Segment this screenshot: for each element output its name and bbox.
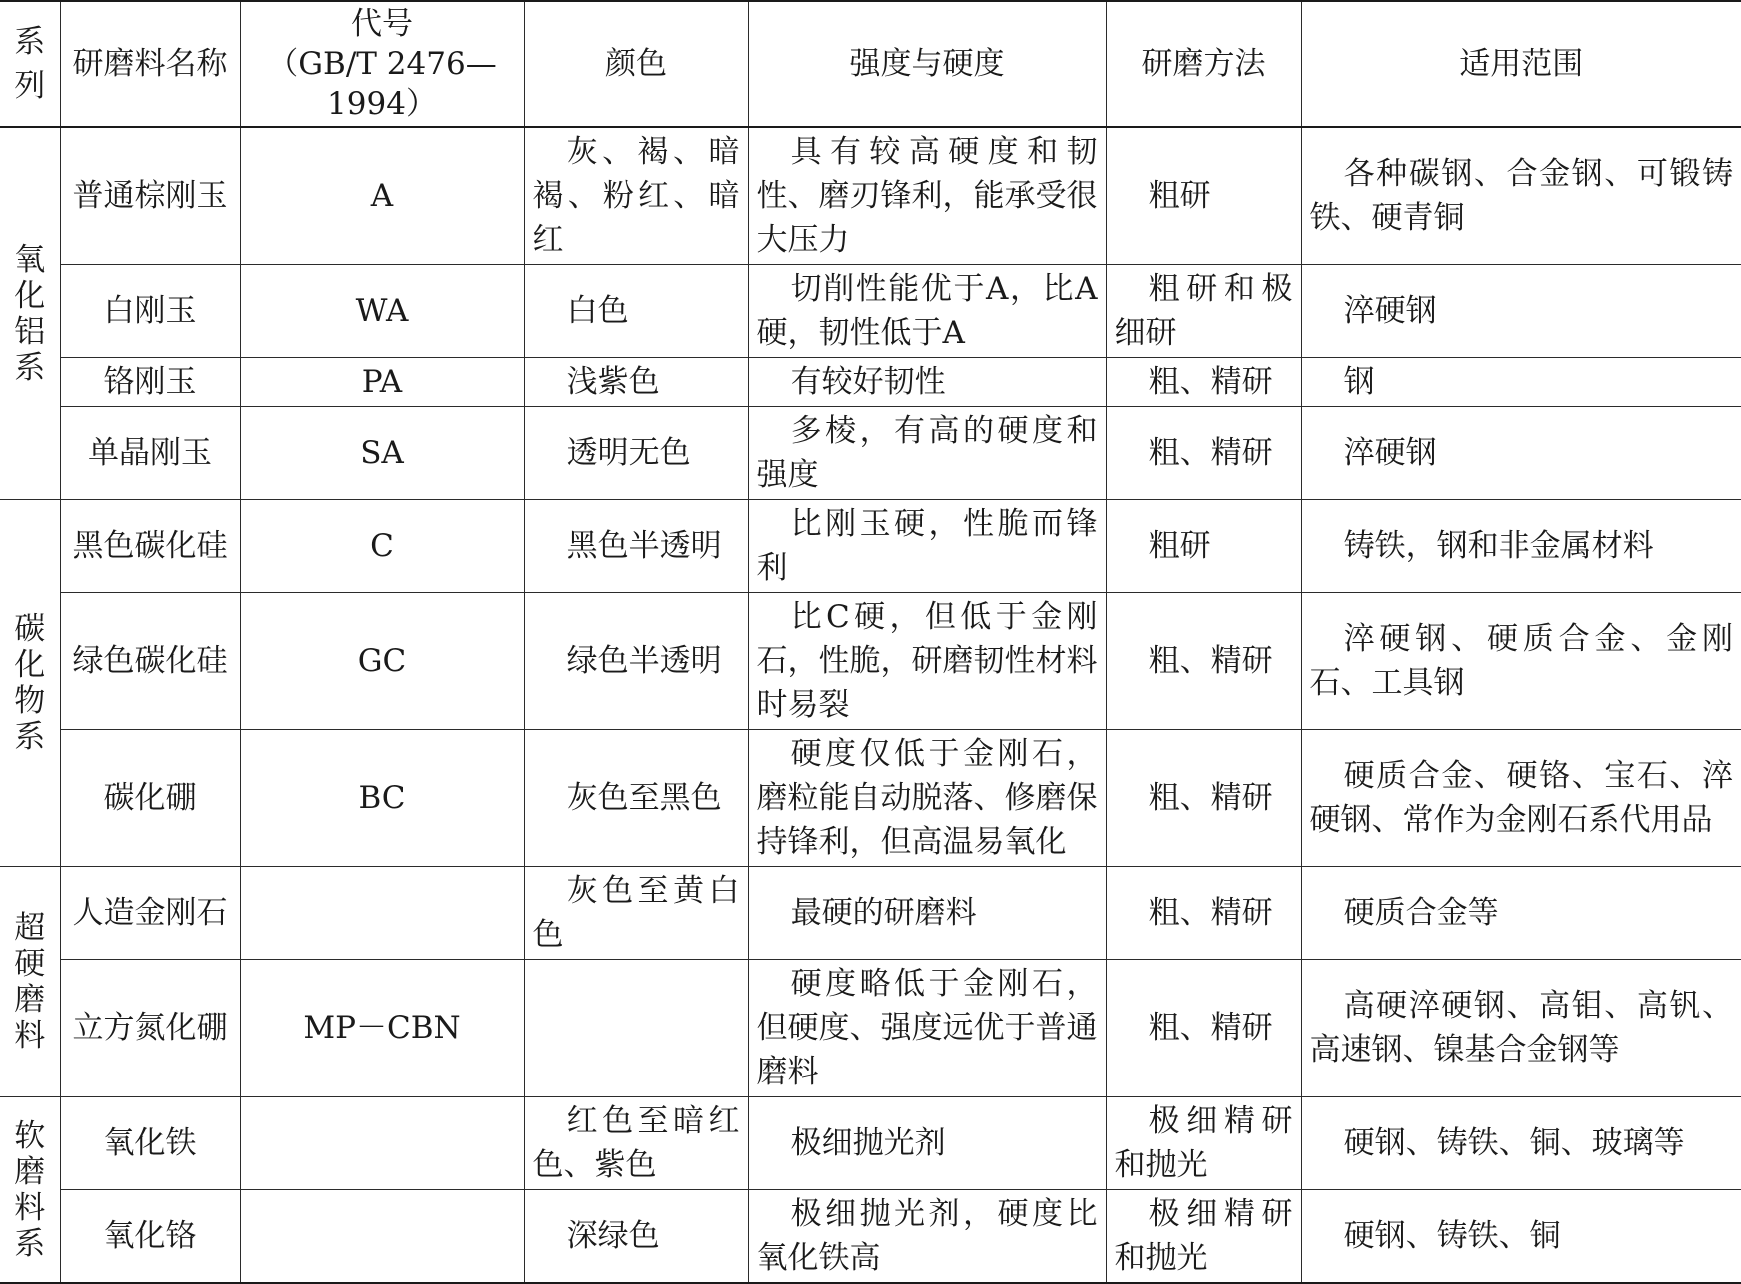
header-method: 研磨方法: [1106, 1, 1301, 127]
abrasive-name: 单晶刚玉: [60, 407, 240, 500]
abrasive-method: 粗、精研: [1106, 960, 1301, 1097]
abrasive-name: 碳化硼: [60, 730, 240, 867]
abrasive-code: [240, 1097, 524, 1190]
abrasive-color: 浅紫色: [524, 358, 748, 407]
table-row: [0, 730, 1741, 867]
table-row: [0, 500, 1741, 593]
abrasive-name: 氧化铬: [60, 1190, 240, 1284]
abrasive-color: 红色至暗红色、紫色: [524, 1097, 748, 1190]
abrasive-name: 绿色碳化硅: [60, 593, 240, 730]
series-cell: 软磨料系: [0, 1097, 60, 1284]
table-header-row: [0, 1, 1741, 127]
header-usage: 适用范围: [1301, 1, 1741, 127]
abrasive-code: A: [240, 127, 524, 265]
abrasive-property: 最硬的研磨料: [748, 867, 1106, 960]
table-row: [0, 265, 1741, 358]
abrasive-method: 粗、精研: [1106, 358, 1301, 407]
abrasive-property: 具有较高硬度和韧性、磨刃锋利，能承受很大压力: [748, 127, 1106, 265]
abrasive-code: GC: [240, 593, 524, 730]
abrasive-usage: 硬钢、铸铁、铜: [1301, 1190, 1741, 1284]
abrasive-code: PA: [240, 358, 524, 407]
abrasive-method: 粗、精研: [1106, 407, 1301, 500]
header-series: 系列: [0, 1, 60, 127]
abrasive-code: WA: [240, 265, 524, 358]
abrasive-method: 粗、精研: [1106, 593, 1301, 730]
header-code: [240, 1, 524, 127]
abrasive-usage: 淬硬钢: [1301, 265, 1741, 358]
abrasive-method: 粗、精研: [1106, 867, 1301, 960]
abrasive-name: 人造金刚石: [60, 867, 240, 960]
abrasive-code: SA: [240, 407, 524, 500]
abrasive-property: 极细抛光剂，硬度比氧化铁高: [748, 1190, 1106, 1284]
abrasive-method: 极细精研和抛光: [1106, 1097, 1301, 1190]
series-cell: 碳化物系: [0, 500, 60, 867]
abrasive-usage: 高硬淬硬钢、高钼、高钒、高速钢、镍基合金钢等: [1301, 960, 1741, 1097]
abrasive-code: C: [240, 500, 524, 593]
series-cell: 氧化铝系: [0, 127, 60, 500]
abrasive-usage: 铸铁，钢和非金属材料: [1301, 500, 1741, 593]
abrasive-usage: 钢: [1301, 358, 1741, 407]
abrasive-property: 比刚玉硬，性脆而锋利: [748, 500, 1106, 593]
table-row: [0, 127, 1741, 265]
abrasive-method: 粗研: [1106, 127, 1301, 265]
abrasive-usage: 硬钢、铸铁、铜、玻璃等: [1301, 1097, 1741, 1190]
abrasive-usage: 淬硬钢: [1301, 407, 1741, 500]
abrasive-code: [240, 1190, 524, 1284]
table-row: [0, 593, 1741, 730]
table-row: [0, 1190, 1741, 1284]
abrasive-color: 黑色半透明: [524, 500, 748, 593]
header-code-label: 代号: [351, 6, 413, 42]
header-property: 强度与硬度: [748, 1, 1106, 127]
abrasive-name: 黑色碳化硅: [60, 500, 240, 593]
abrasive-code: [240, 867, 524, 960]
abrasive-property: 硬度略低于金刚石，但硬度、强度远优于普通磨料: [748, 960, 1106, 1097]
abrasive-property: 多棱，有高的硬度和强度: [748, 407, 1106, 500]
abrasive-name: 立方氮化硼: [60, 960, 240, 1097]
table-row: [0, 960, 1741, 1097]
abrasive-usage: 硬质合金等: [1301, 867, 1741, 960]
abrasive-name: 白刚玉: [60, 265, 240, 358]
header-name: 研磨料名称: [60, 1, 240, 127]
abrasive-method: 极细精研和抛光: [1106, 1190, 1301, 1284]
abrasive-usage: 各种碳钢、合金钢、可锻铸铁、硬青铜: [1301, 127, 1741, 265]
abrasive-color: [524, 960, 748, 1097]
abrasive-name: 普通棕刚玉: [60, 127, 240, 265]
table-row: [0, 358, 1741, 407]
abrasive-code: BC: [240, 730, 524, 867]
abrasive-color: 灰色至黑色: [524, 730, 748, 867]
table-row: [0, 867, 1741, 960]
header-color: 颜色: [524, 1, 748, 127]
table-row: [0, 407, 1741, 500]
abrasive-color: 透明无色: [524, 407, 748, 500]
series-cell: 超硬磨料: [0, 867, 60, 1097]
table-row: [0, 1097, 1741, 1190]
abrasive-method: 粗研和极细研: [1106, 265, 1301, 358]
abrasive-method: 粗、精研: [1106, 730, 1301, 867]
abrasive-name: 氧化铁: [60, 1097, 240, 1190]
abrasive-property: 硬度仅低于金刚石，磨粒能自动脱落、修磨保持锋利，但高温易氧化: [748, 730, 1106, 867]
abrasive-color: 绿色半透明: [524, 593, 748, 730]
abrasive-usage: 硬质合金、硬铬、宝石、淬硬钢、常作为金刚石系代用品: [1301, 730, 1741, 867]
abrasive-color: 白色: [524, 265, 748, 358]
abrasive-property: 切削性能优于A，比A硬，韧性低于A: [748, 265, 1106, 358]
abrasive-code: MP－CBN: [240, 960, 524, 1097]
abrasive-property: 有较好韧性: [748, 358, 1106, 407]
abrasive-property: 比C硬，但低于金刚石，性脆，研磨韧性材料时易裂: [748, 593, 1106, 730]
abrasive-property: 极细抛光剂: [748, 1097, 1106, 1190]
abrasive-method: 粗研: [1106, 500, 1301, 593]
abrasive-usage: 淬硬钢、硬质合金、金刚石、工具钢: [1301, 593, 1741, 730]
abrasive-name: 铬刚玉: [60, 358, 240, 407]
abrasive-color: 灰、褐、暗褐、粉红、暗红: [524, 127, 748, 265]
abrasive-color: 深绿色: [524, 1190, 748, 1284]
header-code-standard: （GB/T 2476—1994）: [267, 46, 497, 122]
abrasive-color: 灰色至黄白色: [524, 867, 748, 960]
